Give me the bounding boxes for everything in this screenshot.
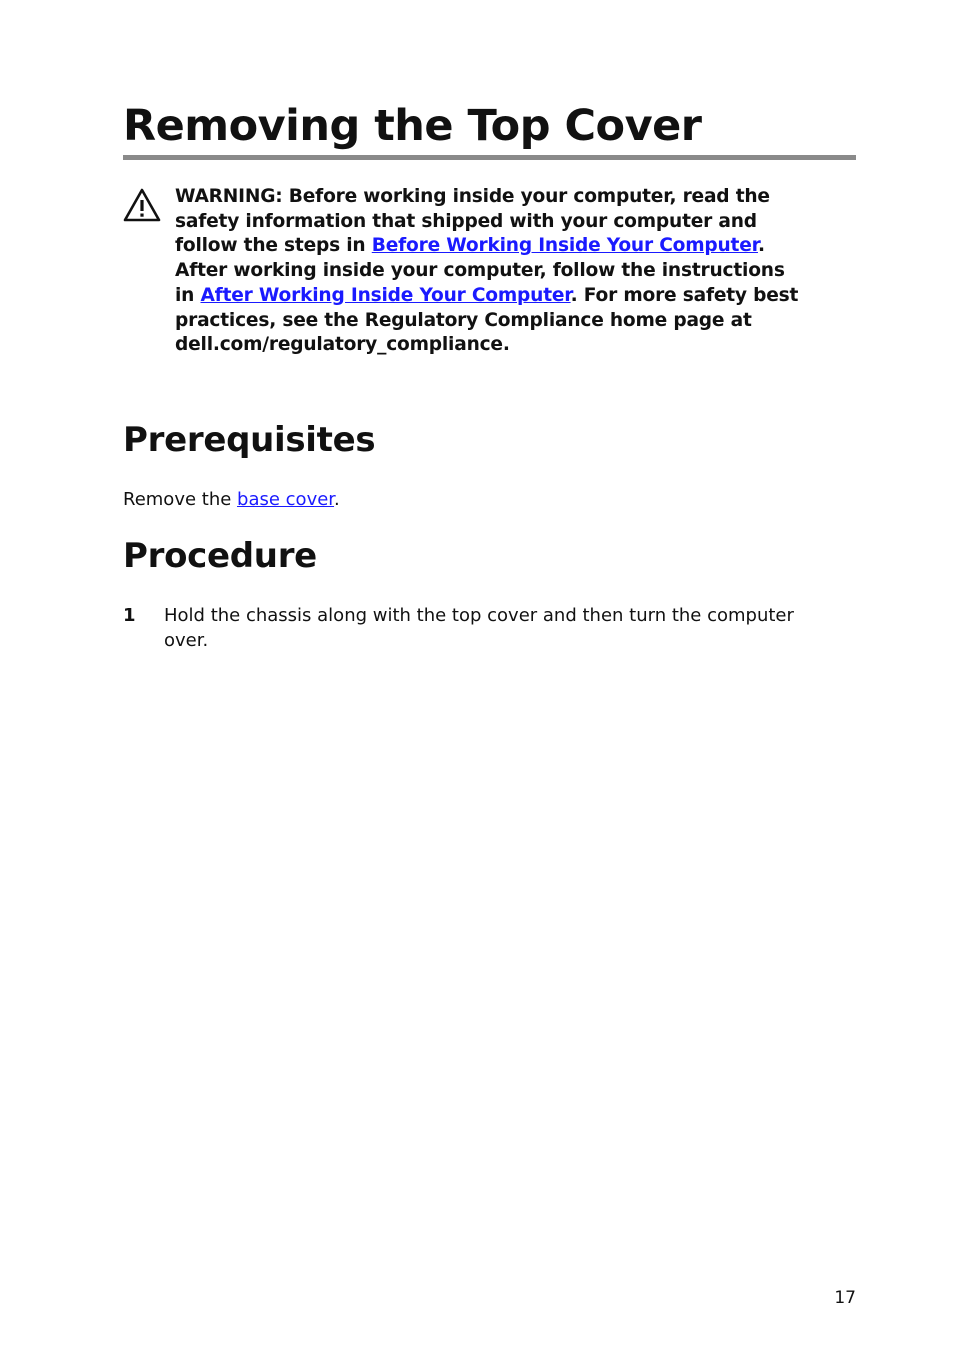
warning-line: safety information that shipped with your computer and	[175, 210, 757, 232]
warning-line: After working inside your computer, follow the instructions	[175, 260, 785, 282]
warning-text-fragment: in	[175, 284, 201, 306]
step-line: over.	[164, 630, 209, 651]
warning-line: practices, see the Regulatory Compliance home page at	[175, 309, 752, 331]
prerequisites-text-fragment: .	[334, 489, 340, 510]
title-divider	[123, 155, 856, 160]
warning-line	[175, 234, 865, 259]
after-working-link[interactable]: After Working Inside Your Computer	[200, 284, 571, 306]
step-line: Hold the chassis along with the top cover and then turn the computer	[164, 605, 794, 626]
warning-text-fragment: .	[757, 235, 765, 257]
prerequisites-text	[123, 487, 340, 512]
warning-text	[175, 185, 865, 358]
warning-line: dell.com/regulatory_compliance.	[175, 334, 510, 356]
warning-text-fragment: follow the steps in	[175, 235, 372, 257]
prerequisites-heading: Prerequisites	[123, 420, 376, 460]
before-working-link[interactable]: Before Working Inside Your Computer	[371, 235, 758, 257]
step-text	[164, 603, 844, 653]
warning-line	[175, 284, 865, 309]
prerequisites-text-fragment: Remove the	[123, 489, 238, 510]
warning-text-fragment: . For more safety best	[570, 284, 799, 306]
page-number: 17	[834, 1288, 856, 1308]
page-title: Removing the Top Cover	[123, 101, 702, 151]
warning-triangle-icon	[123, 187, 161, 223]
base-cover-link[interactable]: base cover	[237, 489, 335, 510]
step-number: 1	[123, 605, 136, 626]
procedure-heading: Procedure	[123, 536, 317, 576]
warning-line: WARNING: Before working inside your computer, read the	[175, 186, 770, 207]
